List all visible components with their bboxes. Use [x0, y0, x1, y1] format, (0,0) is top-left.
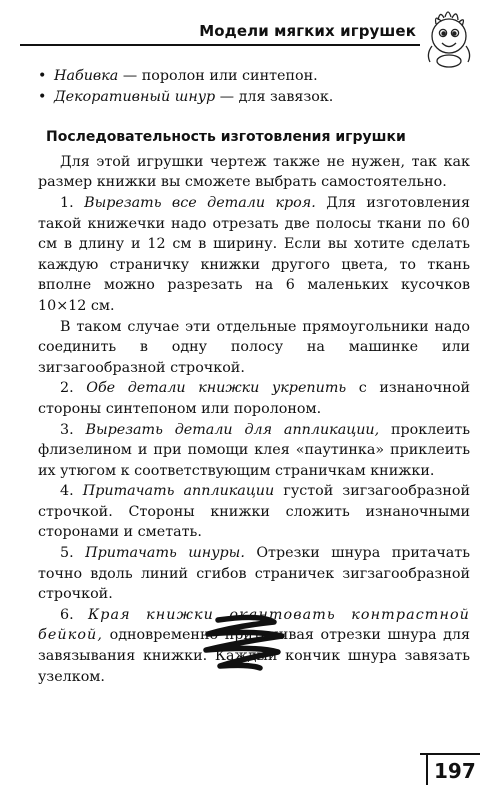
running-header [20, 22, 420, 46]
step-paragraph [38, 317, 470, 379]
page-folio [420, 745, 480, 785]
step-text: Отрезки шнура притачать точно вдоль линий сгибов страничек зигзагообразной строчкой. [38, 545, 471, 603]
material-term: Декоративный шнур [54, 88, 216, 105]
material-item [38, 66, 470, 87]
step-paragraph [38, 481, 470, 543]
step-text: одновременно притачивая отрезки шнура для завязывания книжки. Каждый кончик шнура завязать узелком. [38, 627, 470, 685]
material-description: — для завязок. [215, 88, 334, 105]
folio-rule [426, 753, 428, 785]
page-body [38, 66, 470, 687]
step-text: густой зигзагообразной строчкой. Стороны книжки сложить изнаночными сторонами и сметать. [38, 483, 470, 541]
step-action: Края книжки окантовать контрастной бейкой, [38, 606, 470, 644]
section-heading: Последовательность изготовления игрушки [46, 129, 406, 146]
step-text: В таком случае эти отдельные прямоугольники надо соединить в одну полосу на машинке или зигзагообразной строчкой. [38, 318, 470, 376]
intro-paragraph: Для этой игрушки чертеж также не нужен, так как размер книжки вы сможете выбрать самостоятельно. [38, 153, 470, 191]
page-number: 197 [434, 759, 476, 783]
step-text: с изнаночной стороны синтепоном или поролоном. [38, 380, 471, 417]
material-term: Набивка [54, 68, 119, 84]
step-text: проклеить флизелином и при помощи клея «паутинка» приклеить их утюгом к соответствующим страничкам книжки. [38, 421, 470, 479]
material-description: — поролон или синтепон. [118, 68, 318, 84]
bullet-icon: • [38, 88, 47, 105]
step-text: Для изготовления такой книжечки надо отрезать две полосы ткани по 60 см в длину и 12 см в ширину. Если вы хотите сделать каждую страничку книжки другого цвета, то ткань вполне можно разрезать на 6 маленьких кусочков 10×12 см. [38, 194, 470, 314]
step-paragraph [38, 543, 470, 605]
step-paragraph [38, 193, 470, 317]
header-title: Модели мягких игрушек [199, 22, 416, 40]
doll-mascot-icon [418, 6, 480, 68]
step-action: Обе детали книжки укрепить [86, 380, 347, 397]
step-number: 4. [60, 483, 83, 500]
bullet-icon: • [38, 68, 47, 84]
step-number: 1. [60, 194, 85, 211]
step-paragraph [38, 378, 470, 419]
step-paragraph [38, 420, 470, 482]
step-number: 2. [60, 380, 87, 397]
step-action: Притачать аппликации [82, 483, 275, 500]
step-number: 3. [60, 421, 86, 438]
squiggle-ornament-icon [196, 612, 296, 672]
step-action: Вырезать все детали кроя. [84, 194, 316, 211]
step-action: Притачать шнуры. [85, 545, 245, 562]
step-number: 5. [60, 545, 86, 562]
folio-rule [420, 753, 480, 755]
material-item [38, 87, 470, 108]
step-action: Вырезать детали для аппликации, [85, 421, 380, 438]
step-number: 6. [60, 606, 89, 623]
